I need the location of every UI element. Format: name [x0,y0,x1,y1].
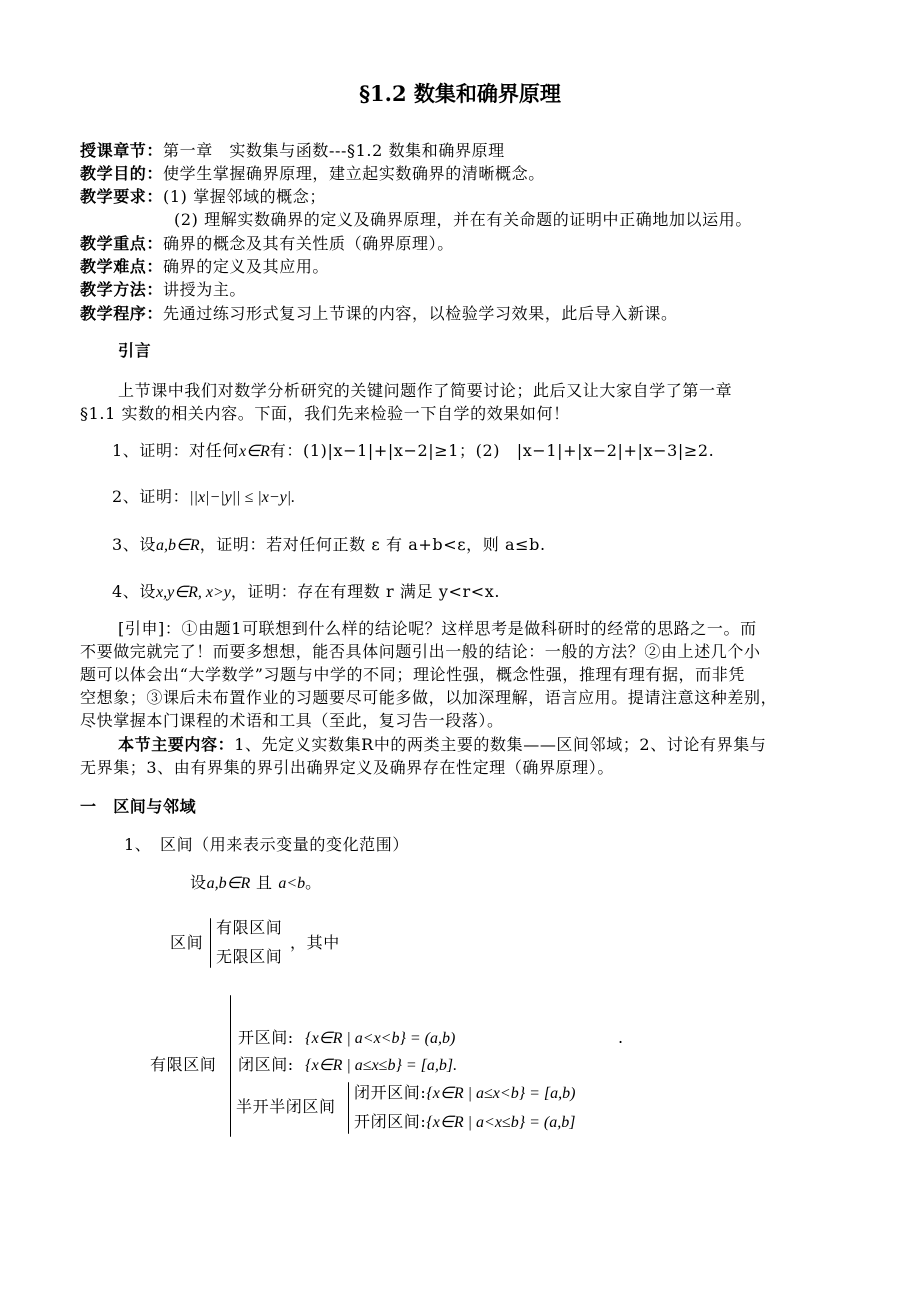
exercise-text: ，证明：若对任何正数 ε 有 a+b<ε，则 a≤b. [199,535,546,554]
exercise-math: x,y∈R, x>y [155,584,231,601]
label: 开闭区间: [354,1112,427,1131]
extension-line: [引申]：①由题1可联想到什么样的结论呢？这样思考是做科研时的经常的思路之一。而 [118,619,757,638]
interval-item: 无限区间 [216,947,283,966]
big-brace [230,995,231,1137]
exercise-2 [112,487,295,508]
interval-item: 有限区间 [216,918,283,937]
header-label: 教学目的： [80,164,164,183]
header-label: 教学要求： [80,187,164,206]
main-line: 无界集；3、由有界集的界引出确界定义及确界存在性定理（确界原理）。 [80,758,614,777]
subsection-heading: 1、 区间（用来表示变量的变化范围） [124,835,409,854]
let-line [190,873,322,894]
header-text: 确界的概念及其有关性质（确界原理）。 [163,234,454,253]
text: 。 [305,873,322,892]
header-text: (1) 掌握邻域的概念； [163,187,326,206]
exercise-4 [112,582,500,603]
page-title: §1.2 数集和确界原理 [359,81,561,106]
header-label: 授课章节： [80,141,164,160]
header-text: 第一章 实数集与函数---§1.2 数集和确界原理 [163,141,505,160]
closed-interval [238,1055,457,1076]
header-row [80,304,678,324]
extension-line: 空想象；③课后未布置作业的习题要尽可能多做，以加深理解，语言应用。提请注意这种差别， [80,688,778,707]
exercise-math: ||x|−|y|| ≤ |x−y|. [189,489,296,506]
section-heading: 一 区间与邻域 [80,797,197,816]
header-row [80,280,246,300]
exercise-3 [112,535,546,556]
header-row [174,210,752,230]
exercise-text: 1、证明：对任何 [112,441,239,460]
exercise-math: a,b∈R [155,537,200,554]
math: a,b∈R [206,875,251,892]
open-interval [238,1028,455,1049]
header-label: 教学方法： [80,280,164,299]
main-content [118,735,766,755]
interval-label: 区间 [170,933,204,952]
exercise-1 [112,441,714,462]
main-label: 本节主要内容： [118,735,235,754]
open-closed-interval [354,1112,575,1133]
header-row [80,164,545,184]
finite-label: 有限区间 [150,1055,217,1074]
half-label: 半开半闭区间 [236,1097,336,1116]
intro-line: §1.1 实数的相关内容。下面，我们先来检验一下自学的效果如何！ [80,404,570,423]
header-text: 确界的定义及其应用。 [163,257,330,276]
brace [348,1082,349,1134]
header-text: 先通过练习形式复习上节课的内容，以检验学习效果，此后导入新课。 [163,304,678,323]
header-row [80,187,326,207]
math: a<b [278,875,306,892]
intro-line: 上节课中我们对数学分析研究的关键问题作了简要讨论；此后又让大家自学了第一章 [118,381,733,400]
extension-line: 尽快掌握本门课程的术语和工具（至此，复习告一段落）。 [80,711,504,730]
header-label: 教学程序： [80,304,164,323]
exercise-math: x∈R [238,443,270,460]
math: {x∈R | a≤x≤b} = [a,b]. [305,1057,458,1074]
text: 设 [190,873,207,892]
extension-line: 题可以体会出“大学数学”习题与中学的不同；理论性强，概念性强，推理有理有据，而非凭 [80,665,745,684]
intro-heading: 引言 [118,341,152,360]
header-row [80,257,329,277]
header-row [80,234,454,254]
exercise-text: ，证明：存在有理数 r 满足 y<r<x. [230,582,501,601]
main-line: 1、先定义实数集R中的两类主要的数集——区间邻域；2、讨论有界集与 [234,735,767,754]
header-text: (2) 理解实数确界的定义及确界原理，并在有关命题的证明中正确地加以运用。 [174,210,752,229]
brace [210,918,211,968]
header-row [80,141,505,161]
exercise-text: 4、设 [112,582,156,601]
exercise-text: 3、设 [112,535,156,554]
label: 闭区间: [238,1055,294,1074]
math: {x∈R | a<x<b} = (a,b) [305,1030,456,1047]
header-label: 教学难点： [80,257,164,276]
header-label: 教学重点： [80,234,164,253]
label: 闭开区间: [354,1083,427,1102]
header-text: 使学生掌握确界原理，建立起实数确界的清晰概念。 [163,164,545,183]
exercise-text: 有：(1)|x−1|+|x−2|≥1；(2) |x−1|+|x−2|+|x−3|≥2. [269,441,715,460]
math: {x∈R | a≤x<b} = [a,b) [426,1085,576,1102]
dot: . [618,1028,624,1047]
math: {x∈R | a<x≤b} = (a,b] [426,1114,576,1131]
extension-line: 不要做完就完了！而要多想想，能否具体问题引出一般的结论：一般的方法？②由上述几个小 [80,642,761,661]
header-text: 讲授为主。 [163,280,247,299]
exercise-text: 2、证明： [112,487,190,506]
closed-open-interval [354,1083,575,1104]
text: 且 [256,873,273,892]
interval-suffix: ，其中 [290,933,340,952]
label: 开区间: [238,1028,294,1047]
